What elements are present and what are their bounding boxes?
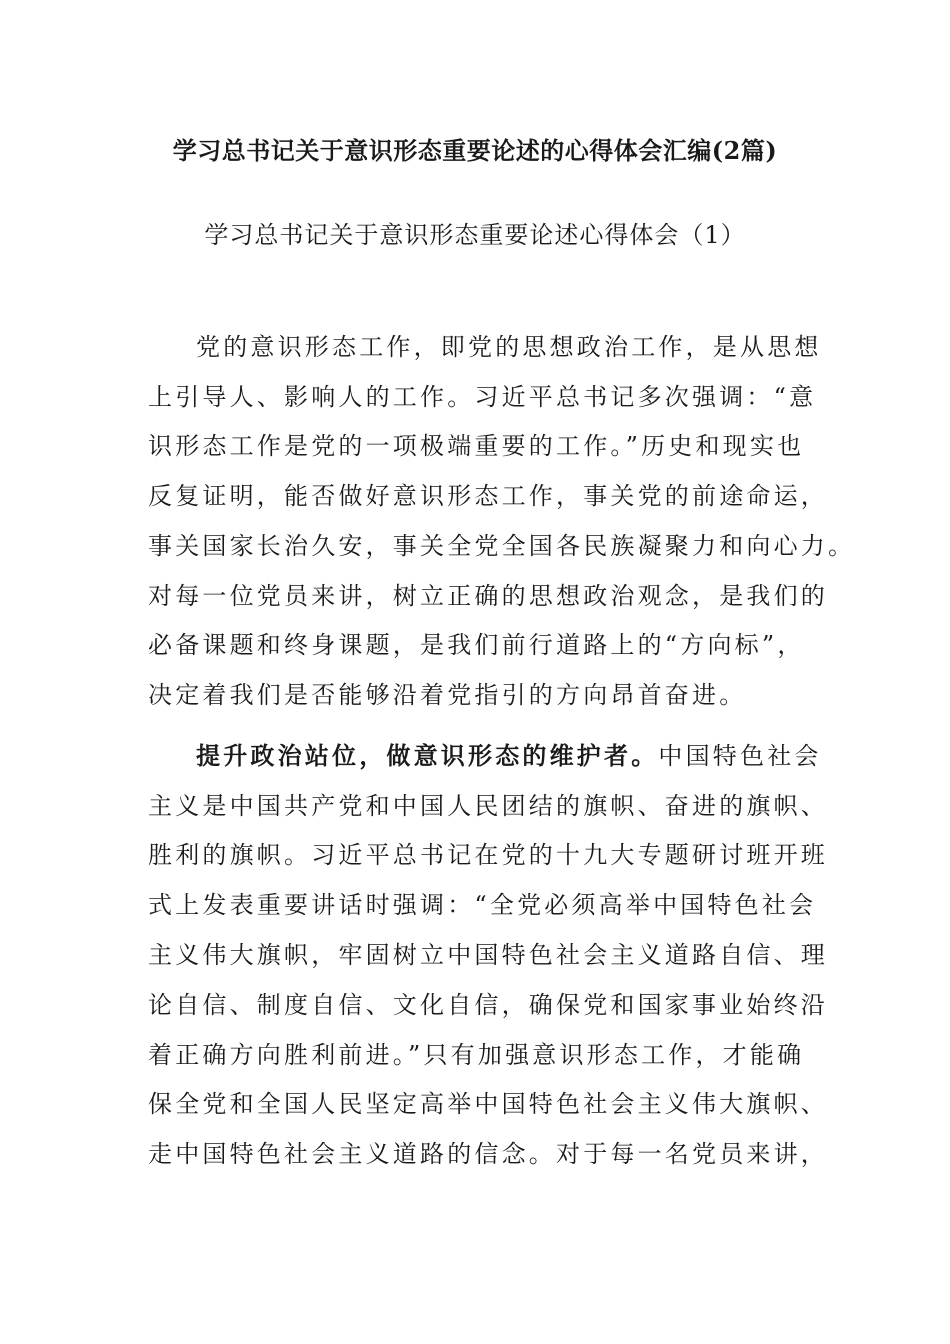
document-title: 学习总书记关于意识形态重要论述的心得体会汇编(2篇) [172, 136, 778, 165]
paragraph-2-line-6: 论自信、制度自信、文化自信，确保党和国家事业始终沿 [148, 991, 828, 1019]
paragraph-1-line-8: 决定着我们是否能够沿着党指引的方向昂首奋进。 [148, 681, 747, 709]
paragraph-2-line-7: 着正确方向胜利前进。”只有加强意识形态工作，才能确 [148, 1041, 805, 1069]
paragraph-2-line-1 [196, 736, 822, 776]
section-title: 学习总书记关于意识形态重要论述心得体会（1） [204, 221, 746, 249]
paragraph-2-line-2: 主义是中国共产党和中国人民团结的旗帜、奋进的旗帜、 [148, 792, 828, 820]
paragraph-1-line-5: 事关国家长治久安，事关全党全国各民族凝聚力和向心力。 [148, 532, 856, 560]
paragraph-2-line-8: 保全党和全国人民坚定高举中国特色社会主义伟大旗帜、 [148, 1090, 828, 1118]
paragraph-2-line-5: 主义伟大旗帜，牢固树立中国特色社会主义道路自信、理 [148, 941, 828, 969]
paragraph-1-line-7: 必备课题和终身课题，是我们前行道路上的“方向标”， [148, 631, 805, 659]
paragraph-2-line-9: 走中国特色社会主义道路的信念。对于每一名党员来讲， [148, 1140, 828, 1168]
paragraph-2-line-1-rest: 中国特色社会 [658, 742, 822, 770]
paragraph-1-line-4: 反复证明，能否做好意识形态工作，事关党的前途命运， [148, 482, 828, 510]
paragraph-1-line-2: 上引导人、影响人的工作。习近平总书记多次强调：“意 [148, 383, 817, 411]
paragraph-2-line-3: 胜利的旗帜。习近平总书记在党的十九大专题研讨班开班 [148, 841, 828, 869]
paragraph-1-line-3: 识形态工作是党的一项极端重要的工作。”历史和现实也 [148, 432, 805, 460]
paragraph-2-line-4: 式上发表重要讲话时强调：“全党必须高举中国特色社会 [148, 891, 817, 919]
paragraph-1-line-6: 对每一位党员来讲，树立正确的思想政治观念，是我们的 [148, 582, 828, 610]
paragraph-2-lead-heading: 提升政治站位，做意识形态的维护者。 [196, 741, 659, 770]
paragraph-1-line-1: 党的意识形态工作，即党的思想政治工作，是从思想 [196, 333, 822, 361]
